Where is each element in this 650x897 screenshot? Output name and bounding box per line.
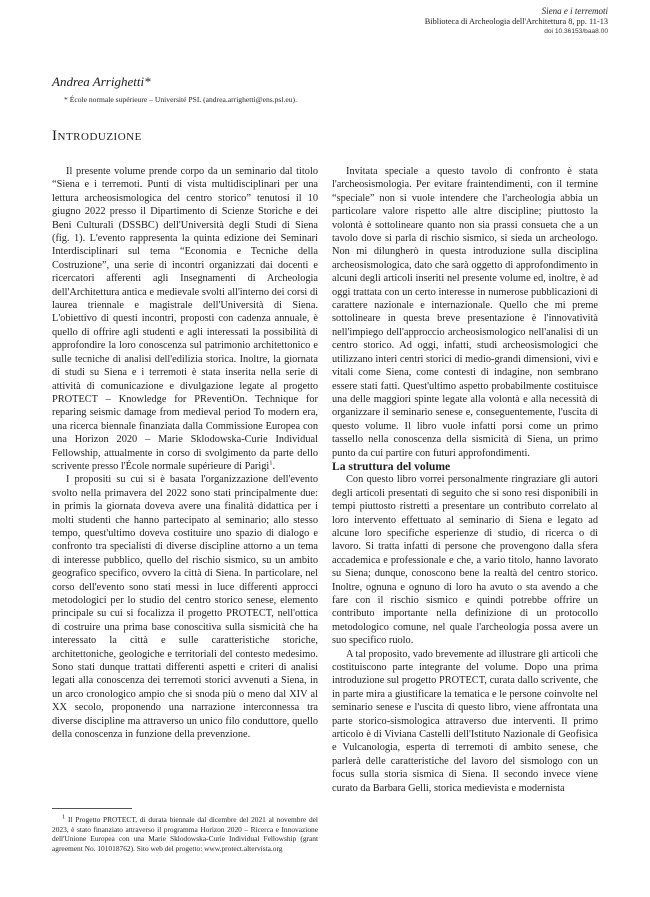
series-info: Biblioteca di Archeologia dell'Architettura 8, pp. 11-13 — [424, 16, 608, 26]
paragraph: Invitata speciale a questo tavolo di confronto è stata l'archeosismologia. Per evitare fraintendimenti, con il termine “speciale” non si vuole intendere che l'archeologia abbia un particolare valore rispetto alle altre discipline; piuttosto la volontà è sottolineare quanto non sia prassi consueta che a un tavolo dove si parla di rischio sismico, si sieda un archeologo. Non mi dilungherò in questa introduzione sulla disciplina archeosismologica, dato che sarà oggetto di approfondimento in alcuni degli articoli inseriti nel presente volume ed, inoltre, è ad oggi trattata con un certo interesse in numerose pubblicazioni di carattere nazionale e internazionale. Quello che mi preme sottolineare in questa breve presentazione è l'innovatività nell'impiego dell'approccio archeosismologico nell'analisi di un centro storico. Ad oggi, infatti, studi archeosismologici che utilizzano interi centri storici di medio-grandi dimensioni, vivi e vitali come Siena, come contesti di indagine, non sembrano essere stati fatti. Quest'ultimo aspetto probabilmente costituisce una delle maggiori spinte legate alla volontà e alla necessità di organizzare il seminario senese e, conseguentemente, l'uscita di questo volume. Il libro vuole infatti porsi come un primo tassello nella conoscenza della sismicità di Siena, un primo punto da cui partire con futuri approfondimenti. — [332, 166, 598, 459]
author-name: Andrea Arrighetti — [52, 74, 145, 89]
footnote — [52, 815, 318, 853]
doi: doi 10.36153/baa8.00 — [544, 28, 608, 35]
paragraph: Il presente volume prende corpo da un seminario dal titolo “Siena e i terremoti. Punti di vista multidisciplinari per una lettura archeosismologica del centro storico” tenutosi il 10 giugno 2022 presso il Dipartimento di Scienze Storiche e dei Beni Culturali (DSSBC) dell'Università degli Studi di Siena (fig. 1). L'evento rappresenta la quinta edizione dei Seminari Interdisciplinari sul tema “Economia e Tecniche della Costruzione”, una serie di incontri organizzati dai docenti e ricercatori afferenti agli Insegnamenti di Archeologia dell'Architettura antica e medievale svolti all'interno dei corsi di laurea triennale e magistrale dell'Università di Siena. L'obiettivo di questi incontri, proposti con cadenza annuale, è quello di offrire agli studenti e agli interessati la possibilità di approfondire la loro conoscenza sul patrimonio architettonico e sulle tecniche di analisi dell'edilizia storica. Inoltre, la giornata di studi su Siena e i terremoti è stata inserita nella serie di attività di comunicazione e divulgazione legate al progetto PROTECT – Knowledge for PReventiOn. Technique for reparing seismic damage from medieval period To modern era, una ricerca biennale finanziata dalla Commissione Europea con una Horizon 2020 – Marie Sklodowska-Curie Individual Fellowship, attualmente in corso di svolgimento da parte dello scrivente presso l'École normale supérieure di Parigi$^1$. — [52, 166, 318, 472]
running-header — [425, 6, 608, 38]
author-line — [52, 74, 151, 90]
footnote-ref: 1 — [269, 459, 273, 467]
right-column — [332, 165, 598, 795]
paragraph-text: Il presente volume prende corpo da un seminario dal titolo “Siena e i terremoti. Punti di vista multidisciplinari per una lettura archeosismologica del centro storico” tenutosi il 10 giugno 2022 presso il Dipartimento di Scienze Storiche e dei Beni Culturali (DSSBC) dell'Università degli Studi di Siena (fig. 1). L'evento rappresenta la quinta edizione dei Seminari Interdisciplinari sul tema “Economia e Tecniche della Costruzione”, una serie di incontri organizzati dai docenti e ricercatori afferenti agli Insegnamenti di Archeologia dell'Architettura antica e medievale svolti all'interno dei corsi di laurea triennale e magistrale dell'Università di Siena. L'obiettivo di questi incontri, proposti con cadenza annuale, è quello di offrire agli studenti e agli interessati la possibilità di approfondire la loro conoscenza sul patrimonio architettonico e sulle tecniche di analisi dell'edilizia storica. Inoltre, la giornata di studi su Siena e i terremoti è stata inserita nella serie di attività di comunicazione e divulgazione legate al progetto PROTECT – Knowledge for PReventiOn. Technique for reparing seismic damage from medieval period To modern era, una ricerca biennale finanziata dalla Commissione Europea con una Horizon 2020 – Marie Sklodowska-Curie Individual Fellowship, attualmente in corso di svolgimento da parte dello scrivente presso l'École normale supérieure di Parigi — [52, 166, 318, 472]
footnote-number: 1 — [62, 813, 66, 821]
author-marker: * — [144, 74, 151, 89]
left-column — [52, 165, 318, 741]
footnote-divider — [52, 808, 132, 809]
section-title: Introduzione — [52, 128, 142, 144]
subsection-title: La struttura del volume — [332, 459, 451, 473]
paragraph: A tal proposito, vado brevemente ad illustrare gli articoli che costituiscono parte integrante del volume. Dopo una prima introduzione sul progetto PROTECT, curata dallo scrivente, che in parte mira a giustificare la tematica e le persone coinvolte nel seminario senese e l'uscita di questo libro, viene affrontata una parte storico-sismologica attraverso due interventi. Il primo articolo è di Viviana Castelli dell'Istituto Nazionale di Geofisica e Vulcanologia, esperta di terremoti di ambito senese, che parlerà delle caratteristiche del lavoro del sismologo con un focus sulla storia sismica di Siena. Il secondo invece viene curato da Barbara Gelli, storica medievista e modernista — [332, 648, 598, 794]
journal-title: Siena e i terremoti — [541, 6, 608, 16]
paragraph: I propositi su cui si è basata l'organizzazione dell'evento svolto nella primavera del 2022 sono stati principalmente due: in primis la giornata doveva avere una finalità didattica per i molti studenti che hanno partecipato al seminario; allo stesso tempo, quest'ultimo doveva costituire uno spazio di dialogo e confronto tra specialisti di diverse discipline attorno a un tema di interesse pubblico, quello del rischio sismico, su un ambito geografico specifico, ovvero la città di Siena. In particolare, nel corso dell'evento sono stati messi in luce differenti approcci metodologici per lo studio del centro storico senese, elemento principale su cui si focalizza il progetto PROTECT, nell'ottica di costruire una prima base conoscitiva sulla sismicità che ha interessato la città e sulle caratteristiche storiche, architettoniche, geologiche e territoriali del contesto medesimo. Sono stati dunque trattati differenti aspetti e criteri di analisi legati alla conoscenza dei terremoti storici avvenuti a Siena, in un arco cronologico ampio che si snoda più o meno dal XIV al XX secolo, proponendo una narrazione interconnessa tra diverse discipline ma attraverso un unico filo conduttore, quello della conoscenza in funzione della prevenzione. — [52, 474, 318, 741]
paragraph: Con questo libro vorrei personalmente ringraziare gli autori degli articoli presentati di seguito che si sono resi disponibili in tempi piuttosto ristretti a presentare un contributo correlato al loro intervento effettuato al seminario di Siena e legato ad alcune loro specifiche esperienze di studio, di ricerca o di lavoro. Si tratta infatti di persone che provengono dalla sfera accademica e professionale e che, a vario titolo, hanno lavorato su Siena; dunque, conoscono bene la realtà del centro storico. Inoltre, ognuna e ognuno di loro ha avuto o sta avendo a che fare con il rischio sismico e quindi potrebbe offrire un contributo importante nella definizione di un protocollo metodologico comune, nel quale l'archeologia possa avere un suo specifico ruolo. — [332, 474, 598, 647]
author-affiliation: * École normale supérieure – Université PSL (andrea.arrighetti@ens.psl.eu). — [64, 95, 297, 104]
footnote-text: Il Progetto PROTECT, di durata biennale dal dicembre del 2021 al novembre del 2023, è stato finanziato attraverso il programma Horizon 2020 – Ricerca e Innovazione dell'Unione Europea con una Marie Sklodowska-Curie Individual Fellowship (grant agreement No. 101018762). Sito web del progetto: www.protect.altervista.org — [52, 815, 318, 853]
